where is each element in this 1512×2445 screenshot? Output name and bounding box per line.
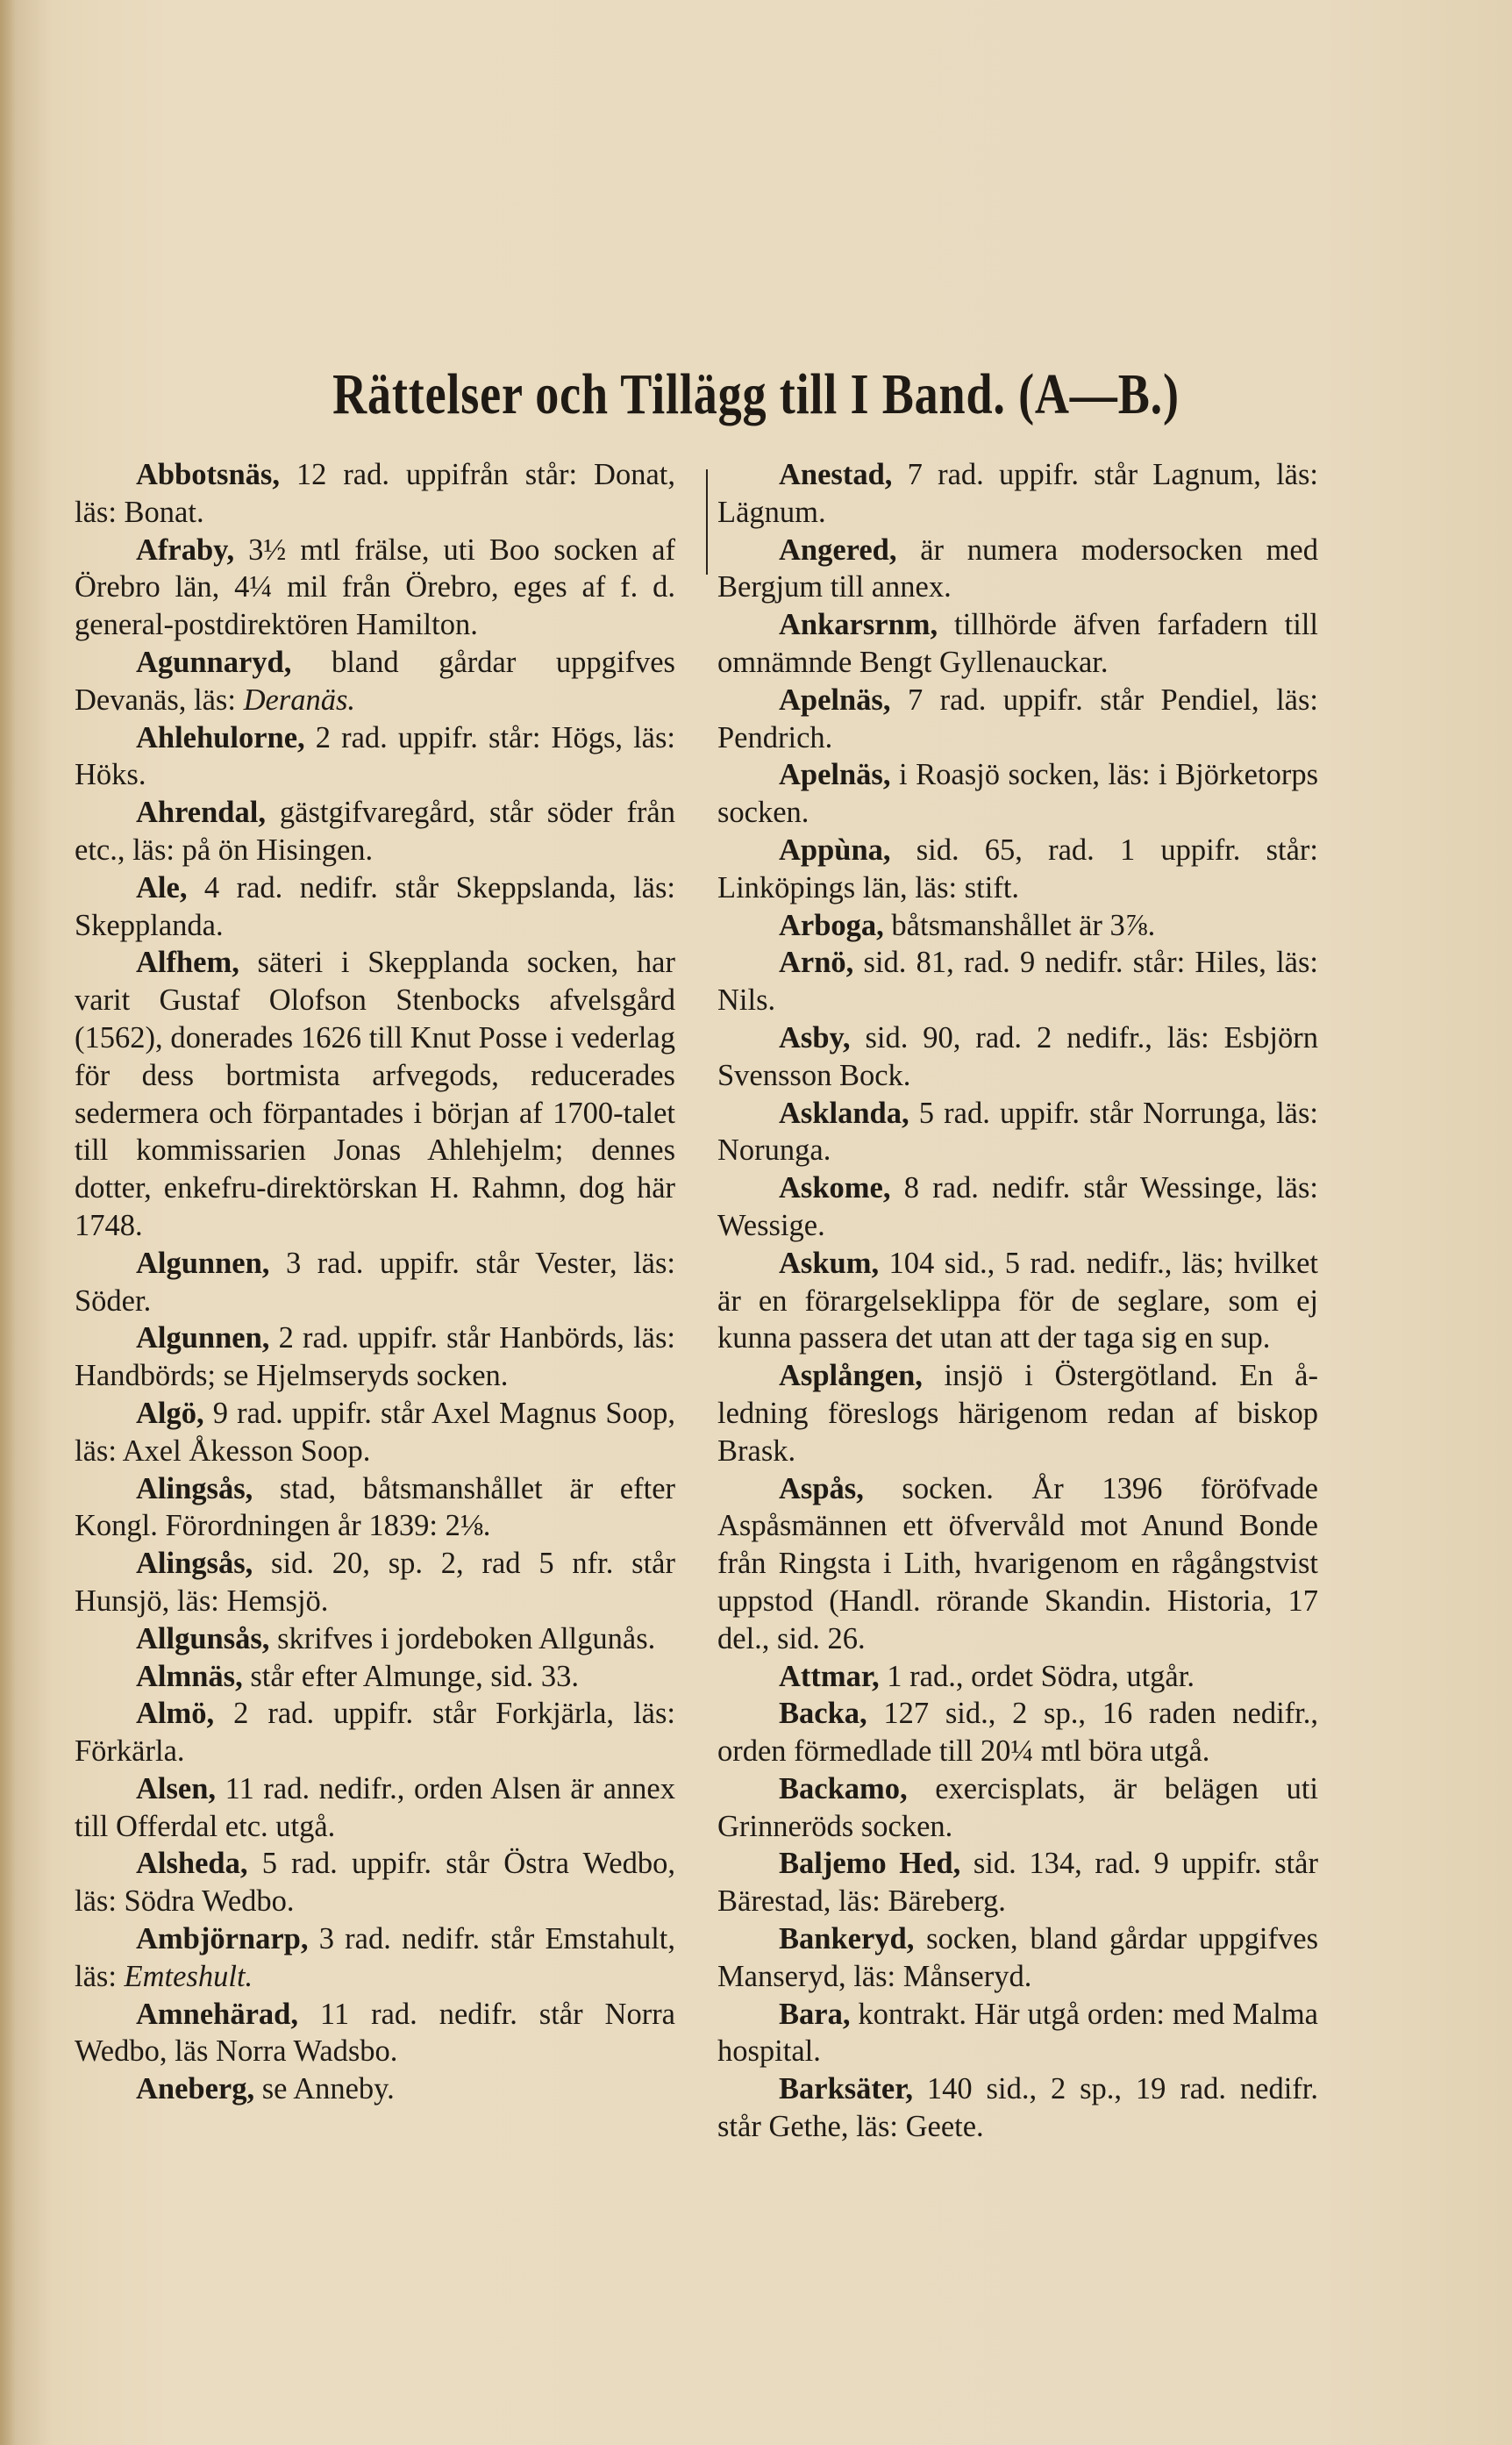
entry (75, 1658, 675, 1696)
entry-headword: Afraby, (136, 533, 235, 567)
entry-headword: Bara, (779, 1997, 851, 2031)
entry-headword: Asplången, (779, 1359, 923, 1393)
entry-headword: Asklanda, (779, 1096, 909, 1130)
entry (717, 1095, 1318, 1170)
entry-text: sid. 20, sp. 2, rad 5 nfr. står Hunsjö, läs: Hemsjö. (75, 1547, 675, 1618)
entry (717, 456, 1318, 532)
entry-text: 5 rad. uppifr. står Norrunga, läs: Norunga. (717, 1096, 1318, 1168)
entry (717, 1019, 1318, 1095)
entry-text: socken. År 1396 föröfvade Aspåsmännen ett öfvervåld mot Anund Bonde från Ringsta i Lith, hvarigenom en rågångstvist uppstod (Handl. rörande Skandin. Historia, 17 del., sid. 26. (717, 1471, 1318, 1655)
entry-italic-correction: Deranäs. (243, 683, 356, 717)
entry-text: 3½ mtl frälse, uti Boo socken af Örebro län, 4¼ mil från Örebro, eges af f. d. general-postdirektören Hamilton. (75, 533, 675, 642)
entry-text: står efter Almunge, sid. 33. (242, 1659, 579, 1693)
entry (717, 944, 1318, 1019)
entry-text: se Anneby. (254, 2072, 395, 2106)
entry-text: 12 rad. uppifrån står: Donat, läs: Bonat. (75, 458, 675, 529)
entry-text: tillhörde äfven farfadern till omnämnde Bengt Gyllenauckar. (717, 608, 1318, 679)
entry-text: sid. 81, rad. 9 nedifr. står: Hiles, läs: Nils. (717, 946, 1318, 1018)
entry-italic-correction: Emteshult. (124, 1959, 253, 1993)
entry (717, 1658, 1318, 1696)
entry-text: i Roasjö socken, läs: i Björketorps socken. (717, 758, 1318, 830)
entry-headword: Arboga, (779, 908, 884, 942)
entry-text: 127 sid., 2 sp., 16 raden nedifr., orden förmedlade till 20¼ mtl böra utgå. (717, 1697, 1318, 1769)
entry (75, 532, 675, 644)
entry-headword: Angered, (779, 533, 897, 567)
entry (75, 1545, 675, 1620)
right-column (717, 456, 1318, 2146)
entry-text: stad, båtsmanshållet är efter Kongl. Förordningen år 1839: 2⅛. (75, 1471, 675, 1543)
entry (75, 1695, 675, 1770)
entry (717, 1169, 1318, 1245)
entry-headword: Ambjörnarp, (136, 1922, 309, 1956)
entry (717, 907, 1318, 945)
entry (75, 1470, 675, 1546)
entry-headword: Baljemo Hed, (779, 1847, 961, 1881)
entry-headword: Abbotsnäs, (136, 458, 280, 491)
entry (75, 794, 675, 869)
entry-text: säteri i Skepplanda socken, har varit Gustaf Olofson Stenbocks afvelsgård (1562), donerades 1626 till Knut Posse i vederlag för dess bortmista arfvegods, reducerades sedermera och förpantades i början af 1700-talet till kommissarien Jonas Ahlehjelm; dennes dotter, enkefru-direktörskan H. Rahmn, dog här 1748. (75, 946, 675, 1242)
entry-text: 11 rad. nedifr. står Norra Wedbo, läs Norra Wadsbo. (75, 1997, 675, 2069)
entry-headword: Ankarsrnm, (779, 608, 938, 642)
entry-headword: Algunnen, (136, 1321, 270, 1355)
entry-text: kontrakt. Här utgå orden: med Malma hospital. (717, 1997, 1318, 2069)
column-divider (706, 469, 708, 575)
entry-text: 104 sid., 5 rad. nedifr., läs; hvilket är en förargelseklippa för de seglare, som ej kunna passera det utan att der taga sig en sup. (717, 1246, 1318, 1355)
entry-text: skrifves i jordeboken Allgunås. (269, 1621, 656, 1655)
entry-headword: Attmar, (779, 1659, 880, 1693)
entry (717, 682, 1318, 757)
entry-text: 3 rad. uppifr. står Vester, läs: Söder. (75, 1246, 675, 1318)
entry (75, 1845, 675, 1920)
entry (717, 1695, 1318, 1770)
entry-headword: Almnäs, (136, 1659, 243, 1693)
entry-headword: Alingsås, (136, 1471, 253, 1505)
entry-text: sid. 65, rad. 1 uppifr. står: Linköpings län, läs: stift. (717, 833, 1318, 904)
entry-text: 140 sid., 2 sp., 19 rad. nedifr. står Gethe, läs: Geete. (717, 2072, 1318, 2144)
entry (75, 944, 675, 1244)
entry (717, 1920, 1318, 1996)
entry-headword: Almö, (136, 1697, 215, 1731)
entry-text: 1 rad., ordet Södra, utgår. (879, 1659, 1195, 1693)
entry-headword: Alsheda, (136, 1847, 248, 1881)
entry-headword: Backa, (779, 1697, 867, 1731)
entry (717, 532, 1318, 607)
entry-headword: Ahrendal, (136, 796, 266, 830)
entry-text: båtsmanshållet är 3⅞. (883, 908, 1156, 942)
page-title: Rättelser och Tillägg till I Band. (A—B.) (332, 362, 1180, 426)
entry-text: 2 rad. uppifr. står: Högs, läs: Höks. (75, 720, 675, 792)
entry-headword: Amnehärad, (136, 1997, 298, 2031)
entry (75, 1920, 675, 1996)
entry (75, 1620, 675, 1658)
entry-text: 2 rad. uppifr. står Forkjärla, läs: Förkärla. (75, 1697, 675, 1769)
entry-text: 7 rad. uppifr. står Pendiel, läs: Pendrich. (717, 683, 1318, 754)
entry-headword: Apelnäs, (779, 758, 891, 792)
entry (717, 1845, 1318, 1920)
entry (717, 1470, 1318, 1658)
entry-headword: Backamo, (779, 1771, 908, 1805)
entry-headword: Apelnäs, (779, 683, 891, 717)
entry-text: 5 rad. uppifr. står Östra Wedbo, läs: Södra Wedbo. (75, 1847, 675, 1919)
entry-text: insjö i Östergötland. En å-ledning föreslogs härigenom redan af biskop Brask. (717, 1359, 1318, 1468)
entry (717, 756, 1318, 832)
entry-headword: Alfhem, (136, 946, 239, 980)
entry-text: är numera modersocken med Bergjum till annex. (717, 533, 1318, 604)
entry (75, 644, 675, 719)
entry-headword: Alingsås, (136, 1547, 253, 1581)
entry-headword: Askome, (779, 1171, 891, 1205)
entry-text: socken, bland gårdar uppgifves Manseryd, läs: Månseryd. (717, 1922, 1318, 1993)
entry (75, 869, 675, 945)
entry-headword: Bankeryd, (779, 1922, 915, 1956)
entry-headword: Barksäter, (779, 2072, 914, 2106)
entry-headword: Algö, (136, 1396, 204, 1430)
entry (75, 1395, 675, 1470)
entry-headword: Aspås, (779, 1471, 864, 1505)
entry (717, 832, 1318, 907)
entry (717, 1245, 1318, 1357)
entry-text: 9 rad. uppifr. står Axel Magnus Soop, läs: Axel Åkesson Soop. (75, 1396, 675, 1468)
entry-headword: Agunnaryd, (136, 645, 292, 679)
entry-text: 3 rad. nedifr. står Emstahult, läs: (75, 1922, 675, 1993)
entry (75, 1770, 675, 1846)
entry-headword: Askum, (779, 1246, 880, 1280)
left-column (75, 456, 675, 2108)
entry (75, 456, 675, 532)
entry-headword: Aneberg, (136, 2072, 255, 2106)
entry-headword: Anestad, (779, 458, 893, 491)
entry-text: sid. 90, rad. 2 nedifr., läs: Esbjörn Svensson Bock. (717, 1020, 1318, 1092)
entry (717, 1996, 1318, 2071)
entry-headword: Allgunsås, (136, 1621, 270, 1655)
entry-text: 11 rad. nedifr., orden Alsen är annex till Offerdal etc. utgå. (75, 1771, 675, 1843)
entry-headword: Asby, (779, 1020, 851, 1054)
entry-text: 2 rad. uppifr. står Hanbörds, läs: Handbörds; se Hjelmseryds socken. (75, 1321, 675, 1393)
entry-text: gästgifvaregård, står söder från etc., läs: på ön Hisingen. (75, 796, 675, 867)
entry-headword: Ale, (136, 870, 188, 904)
entry-headword: Algunnen, (136, 1246, 270, 1280)
entry (75, 1245, 675, 1320)
entry (717, 2070, 1318, 2146)
entry-headword: Ahlehulorne, (136, 720, 305, 754)
entry (75, 2070, 675, 2108)
entry (75, 719, 675, 795)
entry-text: 4 rad. nedifr. står Skeppslanda, läs: Skepplanda. (75, 870, 675, 942)
entry (75, 1319, 675, 1395)
entry (717, 1357, 1318, 1469)
entry-text: 8 rad. nedifr. står Wessinge, läs: Wessige. (717, 1171, 1318, 1242)
entry-headword: Arnö, (779, 946, 854, 980)
entry (717, 606, 1318, 682)
entry-text: sid. 134, rad. 9 uppifr. står Bärestad, läs: Bäreberg. (717, 1847, 1318, 1919)
page-edge-shadow (0, 0, 16, 2445)
entry-headword: Alsen, (136, 1771, 217, 1805)
entry-headword: Appùna, (779, 833, 891, 867)
entry (717, 1770, 1318, 1846)
entry-text: 7 rad. uppifr. står Lagnum, läs: Lägnum. (717, 458, 1318, 529)
entry-text: exercisplats, är belägen uti Grinneröds socken. (717, 1771, 1318, 1843)
entry-text: bland gårdar uppgifves Devanäs, läs: (75, 645, 675, 717)
entry (75, 1996, 675, 2071)
